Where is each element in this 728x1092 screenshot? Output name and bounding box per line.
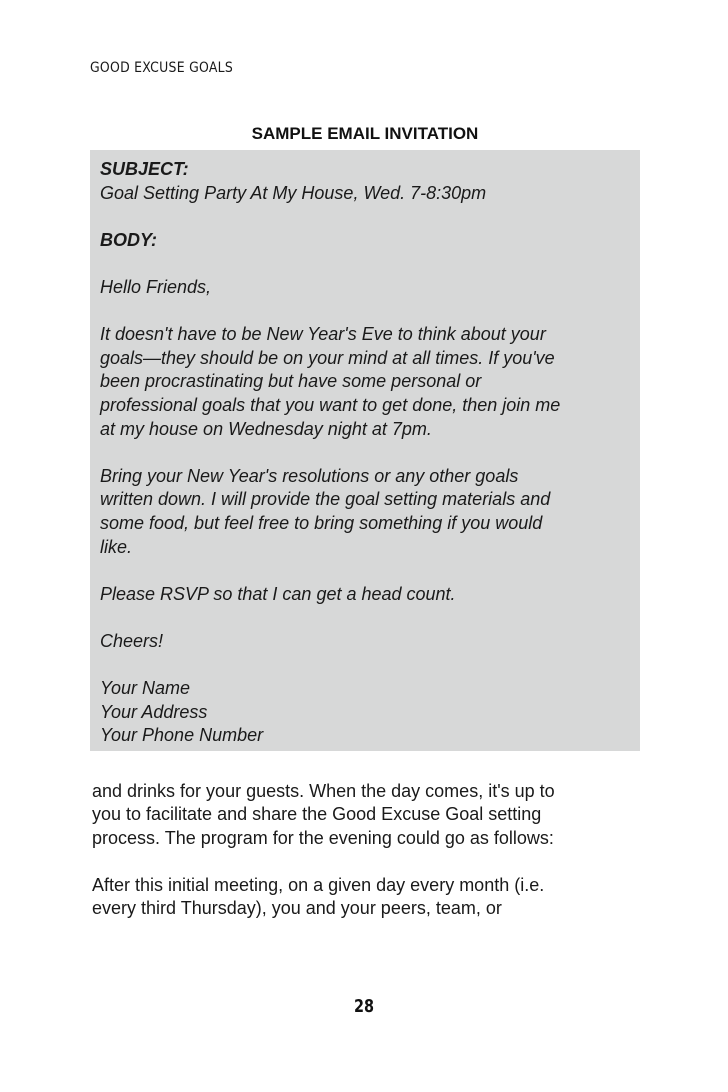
email-paragraph-1-line: It doesn't have to be New Year's Eve to think about your xyxy=(100,324,546,345)
signature-name: Your Name xyxy=(100,678,191,699)
body-paragraph-1-line: process. The program for the evening could go as follows: xyxy=(92,827,554,848)
running-header: GOOD EXCUSE GOALS xyxy=(90,60,234,76)
body-paragraph-1-line: and drinks for your guests. When the day comes, it's up to xyxy=(92,781,555,801)
email-paragraph-1-line: been procrastinating but have some personal or xyxy=(100,371,482,392)
body-paragraph-2-line: every third Thursday), you and your peers, team, or xyxy=(92,898,502,919)
greeting: Hello Friends, xyxy=(100,276,212,297)
page-number: 28 xyxy=(353,996,375,1017)
email-paragraph-2-line: some food, but feel free to bring something if you would xyxy=(100,512,543,533)
body-paragraph-2-line: After this initial meeting, on a given day every month (i.e. xyxy=(92,874,545,895)
signoff: Cheers! xyxy=(100,630,164,651)
subject-label: SUBJECT: xyxy=(100,159,189,179)
signature-block xyxy=(100,677,630,748)
subject-line: Goal Setting Party At My House, Wed. 7-8:30pm xyxy=(100,182,487,203)
email-paragraph-2-line: like. xyxy=(100,536,133,557)
email-paragraph-2-line: written down. I will provide the goal setting materials and xyxy=(100,489,551,510)
sample-email-box xyxy=(90,150,640,751)
email-paragraph-1 xyxy=(100,323,630,441)
signature-phone: Your Phone Number xyxy=(100,725,264,746)
email-paragraph-2 xyxy=(100,465,630,559)
body-paragraph-1-line: you to facilitate and share the Good Excuse Goal setting xyxy=(92,804,542,825)
email-paragraph-1-line: goals—they should be on your mind at all times. If you've xyxy=(100,347,555,368)
body-label: BODY: xyxy=(100,229,158,250)
email-paragraph-1-line: professional goals that you want to get done, then join me xyxy=(100,394,561,415)
rsvp-line: Please RSVP so that I can get a head count. xyxy=(100,583,456,604)
email-paragraph-1-line: at my house on Wednesday night at 7pm. xyxy=(100,418,432,439)
main-body-text xyxy=(92,780,652,920)
email-paragraph-2-line: Bring your New Year's resolutions or any other goals xyxy=(100,465,519,486)
body-paragraph-2 xyxy=(92,874,652,921)
sample-email-title: SAMPLE EMAIL INVITATION xyxy=(251,124,479,143)
body-paragraph-1 xyxy=(92,780,652,850)
signature-address: Your Address xyxy=(100,701,208,722)
